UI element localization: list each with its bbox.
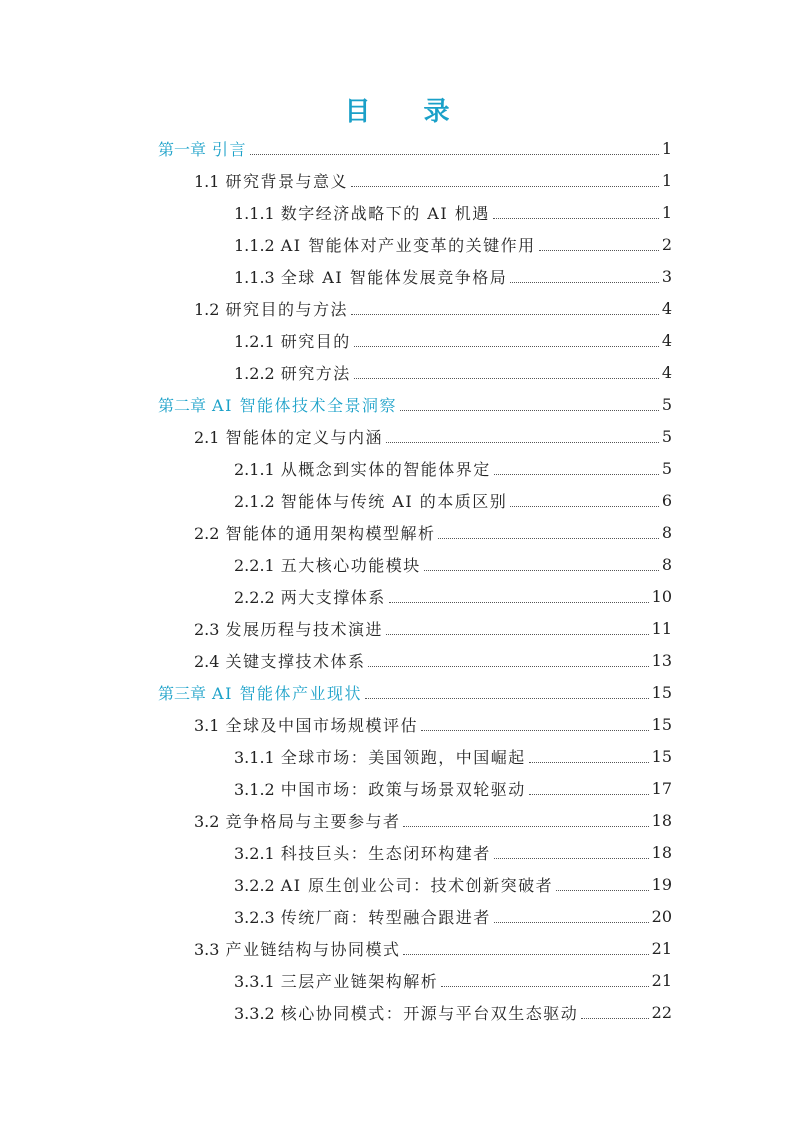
toc-entry-title xyxy=(234,457,491,480)
dot-leader xyxy=(351,185,659,187)
toc-entry[interactable] xyxy=(194,644,672,676)
toc-entry-label: 智能体的定义与内涵 xyxy=(225,427,383,447)
toc-entry-number: 3.3 xyxy=(194,939,220,959)
toc-entry-title xyxy=(194,649,365,672)
toc-entry-title xyxy=(158,393,397,416)
toc-entry-label: 数字经济战略下的 AI 机遇 xyxy=(280,203,490,223)
dot-leader xyxy=(421,729,649,731)
toc-entry-label: 研究方法 xyxy=(280,363,351,383)
dot-leader xyxy=(438,537,658,539)
toc-entry-title xyxy=(234,873,553,896)
toc-page-number: 5 xyxy=(661,458,672,478)
toc-entry-label: 研究目的 xyxy=(280,331,351,351)
dot-leader xyxy=(529,793,649,795)
toc-entry-label: 产业链结构与协同模式 xyxy=(225,939,401,959)
toc-entry[interactable] xyxy=(194,420,672,452)
toc-entry[interactable] xyxy=(234,580,672,612)
toc-entry-title xyxy=(194,809,400,832)
toc-entry-label: 三层产业链架构解析 xyxy=(280,971,439,991)
toc-page-number: 4 xyxy=(661,362,672,382)
toc-entry[interactable] xyxy=(234,324,672,356)
toc-entry-number: 1.1.2 xyxy=(234,235,275,255)
toc-entry[interactable] xyxy=(234,996,672,1028)
toc-entry-number: 2.3 xyxy=(194,619,220,639)
toc-entry-label: 发展历程与技术演进 xyxy=(225,619,383,639)
toc-entry-label: 研究目的与方法 xyxy=(225,299,348,319)
page-title: 目 录 xyxy=(344,97,472,127)
dot-leader xyxy=(494,857,649,859)
toc-entry[interactable] xyxy=(194,164,672,196)
toc-entry-number: 2.2.2 xyxy=(234,587,275,607)
toc-entry-label: 智能体与传统 AI 的本质区别 xyxy=(280,491,508,511)
toc-entry-number: 3.2.3 xyxy=(234,907,275,927)
toc-entry-title xyxy=(234,777,526,800)
toc-page-number: 6 xyxy=(661,490,672,510)
toc-entry-label: 全球 AI 智能体发展竞争格局 xyxy=(280,267,508,287)
dot-leader xyxy=(529,761,649,763)
toc-entry-label: 五大核心功能模块 xyxy=(280,555,421,575)
dot-leader xyxy=(386,633,649,635)
toc-entry[interactable] xyxy=(234,772,672,804)
dot-leader xyxy=(510,505,659,507)
toc-entry-number: 3.2.2 xyxy=(234,875,275,895)
toc-chapter-entry[interactable] xyxy=(158,388,672,420)
toc-entry-number: 1.2.1 xyxy=(234,331,275,351)
toc-page-number: 10 xyxy=(651,586,672,606)
toc-entry-title xyxy=(234,553,421,576)
toc-entry-number: 1.1 xyxy=(194,171,220,191)
toc-entry[interactable] xyxy=(194,932,672,964)
toc-entry[interactable] xyxy=(234,900,672,932)
toc-entry-number: 3.3.1 xyxy=(234,971,275,991)
toc-entry-label: 关键支撑技术体系 xyxy=(225,651,366,671)
dot-leader xyxy=(354,345,659,347)
toc-page-number: 1 xyxy=(661,138,672,158)
toc-page-number: 15 xyxy=(651,746,672,766)
toc-entry-number: 第一章 xyxy=(158,139,207,159)
toc-entry[interactable] xyxy=(234,548,672,580)
toc-entry-title xyxy=(194,937,400,960)
toc-entry-title xyxy=(194,713,418,736)
toc-entry-label: 全球及中国市场规模评估 xyxy=(225,715,418,735)
toc-page-number: 11 xyxy=(651,618,672,638)
toc-entry-title xyxy=(234,233,536,256)
toc-entry-label: 中国市场：政策与场景双轮驱动 xyxy=(280,779,526,799)
toc-entry-number: 3.1.2 xyxy=(234,779,275,799)
toc-entry-number: 2.4 xyxy=(194,651,220,671)
toc-entry-title xyxy=(158,681,362,704)
toc-entry-title xyxy=(194,521,435,544)
toc-entry[interactable] xyxy=(234,836,672,868)
toc-entry-number: 2.2 xyxy=(194,523,220,543)
dot-leader xyxy=(403,825,648,827)
toc-entry[interactable] xyxy=(234,356,672,388)
dot-leader xyxy=(386,441,659,443)
toc-page-number: 1 xyxy=(661,202,672,222)
dot-leader xyxy=(354,377,659,379)
toc-entry-title xyxy=(234,265,507,288)
toc-page-number: 22 xyxy=(651,1002,672,1022)
toc-entry-number: 3.1 xyxy=(194,715,220,735)
toc-entry[interactable] xyxy=(194,516,672,548)
toc-entry-title xyxy=(234,905,491,928)
toc-entry-title xyxy=(234,489,507,512)
toc-entry-label: AI 智能体对产业变革的关键作用 xyxy=(280,235,536,255)
toc-entry-number: 3.2.1 xyxy=(234,843,275,863)
toc-entry[interactable] xyxy=(234,484,672,516)
dot-leader xyxy=(494,473,659,475)
toc-page-number: 4 xyxy=(661,298,672,318)
dot-leader xyxy=(441,985,648,987)
toc-entry-label: 全球市场：美国领跑，中国崛起 xyxy=(280,747,526,767)
toc-page-number: 19 xyxy=(651,874,672,894)
toc-entry-number: 2.1.1 xyxy=(234,459,275,479)
toc-page-number: 15 xyxy=(651,682,672,702)
toc-entry-title xyxy=(194,425,383,448)
toc-entry-title xyxy=(158,137,247,160)
toc-page-number: 8 xyxy=(661,522,672,542)
toc-entry-label: 核心协同模式：开源与平台双生态驱动 xyxy=(280,1003,579,1023)
toc-entry-title xyxy=(234,1001,578,1024)
toc-page-number: 4 xyxy=(661,330,672,350)
toc-entry-title xyxy=(234,969,438,992)
toc-entry-title xyxy=(234,361,351,384)
toc-entry-label: 两大支撑体系 xyxy=(280,587,386,607)
toc-entry-title xyxy=(234,841,491,864)
toc-entry-number: 2.1 xyxy=(194,427,220,447)
toc-entry-number: 1.1.1 xyxy=(234,203,275,223)
dot-leader xyxy=(400,409,659,411)
dot-leader xyxy=(368,665,648,667)
toc-entry-label: 研究背景与意义 xyxy=(225,171,348,191)
dot-leader xyxy=(510,281,659,283)
toc-entry-title xyxy=(234,745,526,768)
toc-entry-label: 传统厂商：转型融合跟进者 xyxy=(280,907,491,927)
toc-entry[interactable] xyxy=(234,196,672,228)
toc-page-number: 17 xyxy=(651,778,672,798)
toc-entry-number: 3.1.1 xyxy=(234,747,275,767)
toc-entry-number: 2.1.2 xyxy=(234,491,275,511)
dot-leader xyxy=(389,601,649,603)
toc-entry-title xyxy=(234,585,386,608)
toc-entry-label: AI 智能体技术全景洞察 xyxy=(212,395,397,415)
toc-entry[interactable] xyxy=(234,868,672,900)
toc-page-number: 1 xyxy=(661,170,672,190)
toc-entry-number: 第二章 xyxy=(158,395,207,415)
toc-entry-label: 科技巨头：生态闭环构建者 xyxy=(280,843,491,863)
toc-entry-number: 第三章 xyxy=(158,683,207,703)
dot-leader xyxy=(403,953,648,955)
toc-page-number: 15 xyxy=(651,714,672,734)
dot-leader xyxy=(250,153,659,155)
dot-leader xyxy=(539,249,659,251)
toc-entry[interactable] xyxy=(194,708,672,740)
toc-entry[interactable] xyxy=(234,452,672,484)
toc-page-number: 8 xyxy=(661,554,672,574)
toc-chapter-entry[interactable] xyxy=(158,132,672,164)
toc-entry-number: 3.2 xyxy=(194,811,220,831)
toc-entry-label: 智能体的通用架构模型解析 xyxy=(225,523,436,543)
toc-page-number: 3 xyxy=(661,266,672,286)
toc-entry-number: 2.2.1 xyxy=(234,555,275,575)
toc-entry-title xyxy=(234,329,351,352)
dot-leader xyxy=(494,921,649,923)
toc-chapter-entry[interactable] xyxy=(158,676,672,708)
toc-page-number: 21 xyxy=(651,938,672,958)
toc-entry-label: 引言 xyxy=(212,139,248,159)
dot-leader xyxy=(351,313,659,315)
toc-entry-number: 1.1.3 xyxy=(234,267,275,287)
toc-page-number: 2 xyxy=(661,234,672,254)
toc-page-number: 21 xyxy=(651,970,672,990)
toc-page-number: 20 xyxy=(651,906,672,926)
toc-entry-number: 3.3.2 xyxy=(234,1003,275,1023)
toc-entry[interactable] xyxy=(234,228,672,260)
toc-entry[interactable] xyxy=(194,612,672,644)
toc-page-number: 18 xyxy=(651,842,672,862)
toc-entry[interactable] xyxy=(234,260,672,292)
toc-entry-title xyxy=(194,169,348,192)
dot-leader xyxy=(556,889,648,891)
dot-leader xyxy=(424,569,659,571)
dot-leader xyxy=(581,1017,648,1019)
toc-entry-number: 1.2 xyxy=(194,299,220,319)
dot-leader xyxy=(365,697,649,699)
toc-entry-number: 1.2.2 xyxy=(234,363,275,383)
dot-leader xyxy=(493,217,659,219)
toc-entry-label: 竞争格局与主要参与者 xyxy=(225,811,401,831)
toc-entry-label: AI 智能体产业现状 xyxy=(212,683,362,703)
toc-page-number: 13 xyxy=(651,650,672,670)
toc-entry-label: 从概念到实体的智能体界定 xyxy=(280,459,491,479)
toc-entry[interactable] xyxy=(234,964,672,996)
toc-entry[interactable] xyxy=(234,740,672,772)
toc-page-number: 18 xyxy=(651,810,672,830)
toc-page-number: 5 xyxy=(661,426,672,446)
toc-entry-label: AI 原生创业公司：技术创新突破者 xyxy=(280,875,554,895)
toc-entry-title xyxy=(234,201,490,224)
toc-entry-title xyxy=(194,297,348,320)
toc-entry-title xyxy=(194,617,383,640)
toc-page-number: 5 xyxy=(661,394,672,414)
toc-entry[interactable] xyxy=(194,804,672,836)
toc-entry[interactable] xyxy=(194,292,672,324)
